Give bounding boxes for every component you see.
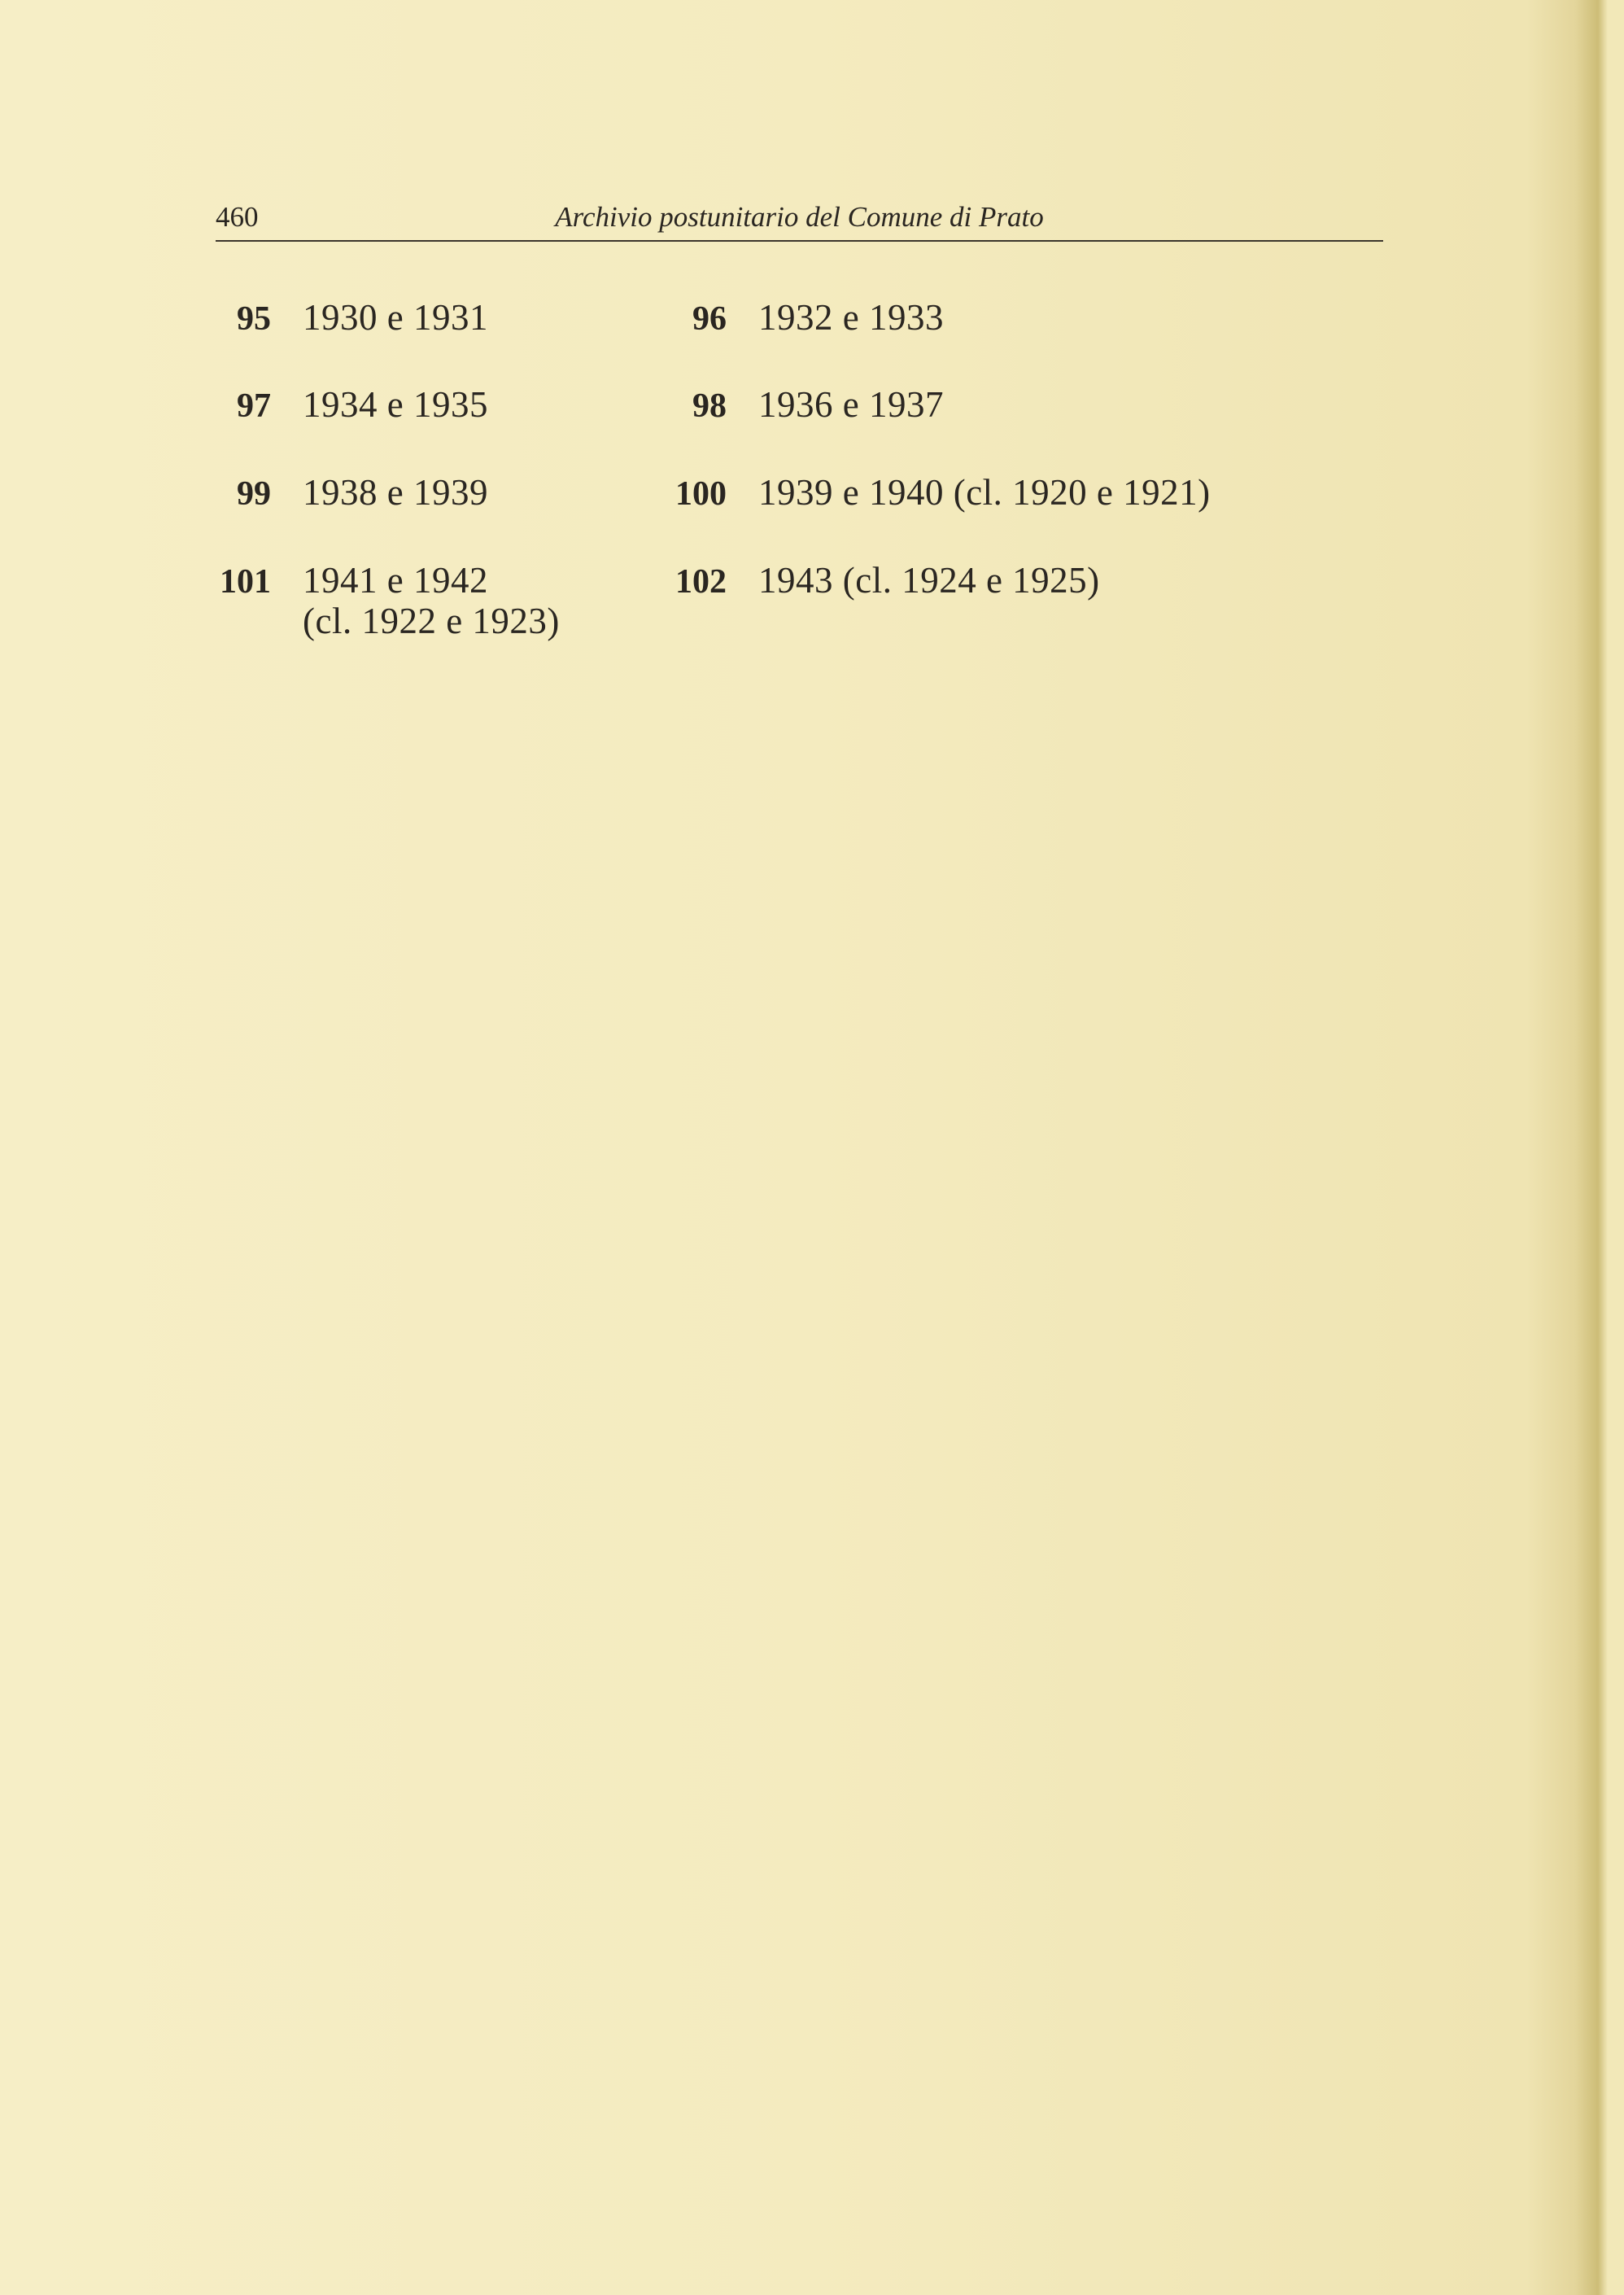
entry-years: 1938 e 1939 bbox=[303, 472, 488, 513]
entry-years: 1932 e 1933 bbox=[758, 297, 944, 338]
entry-years: 1934 e 1935 bbox=[303, 384, 488, 425]
entry-number: 101 bbox=[220, 563, 271, 601]
page-number: 460 bbox=[216, 201, 259, 233]
entry-class-note: (cl. 1922 e 1923) bbox=[303, 601, 560, 641]
entry-years: 1939 e 1940 (cl. 1920 e 1921) bbox=[758, 472, 1211, 513]
entry-number: 96 bbox=[692, 300, 727, 338]
entry-number: 100 bbox=[675, 475, 727, 513]
entry-number: 98 bbox=[692, 387, 727, 425]
entry-years: 1930 e 1931 bbox=[303, 297, 488, 338]
entry-number: 95 bbox=[237, 300, 271, 338]
entry-years: 1943 (cl. 1924 e 1925) bbox=[758, 560, 1100, 601]
entry-number: 102 bbox=[675, 563, 727, 601]
entry-number: 99 bbox=[237, 475, 271, 513]
entry-number: 97 bbox=[237, 387, 271, 425]
entry-years: 1936 e 1937 bbox=[758, 384, 944, 425]
running-title: Archivio postunitario del Comune di Prato bbox=[555, 201, 1044, 233]
entry-years: 1941 e 1942 bbox=[303, 560, 488, 601]
